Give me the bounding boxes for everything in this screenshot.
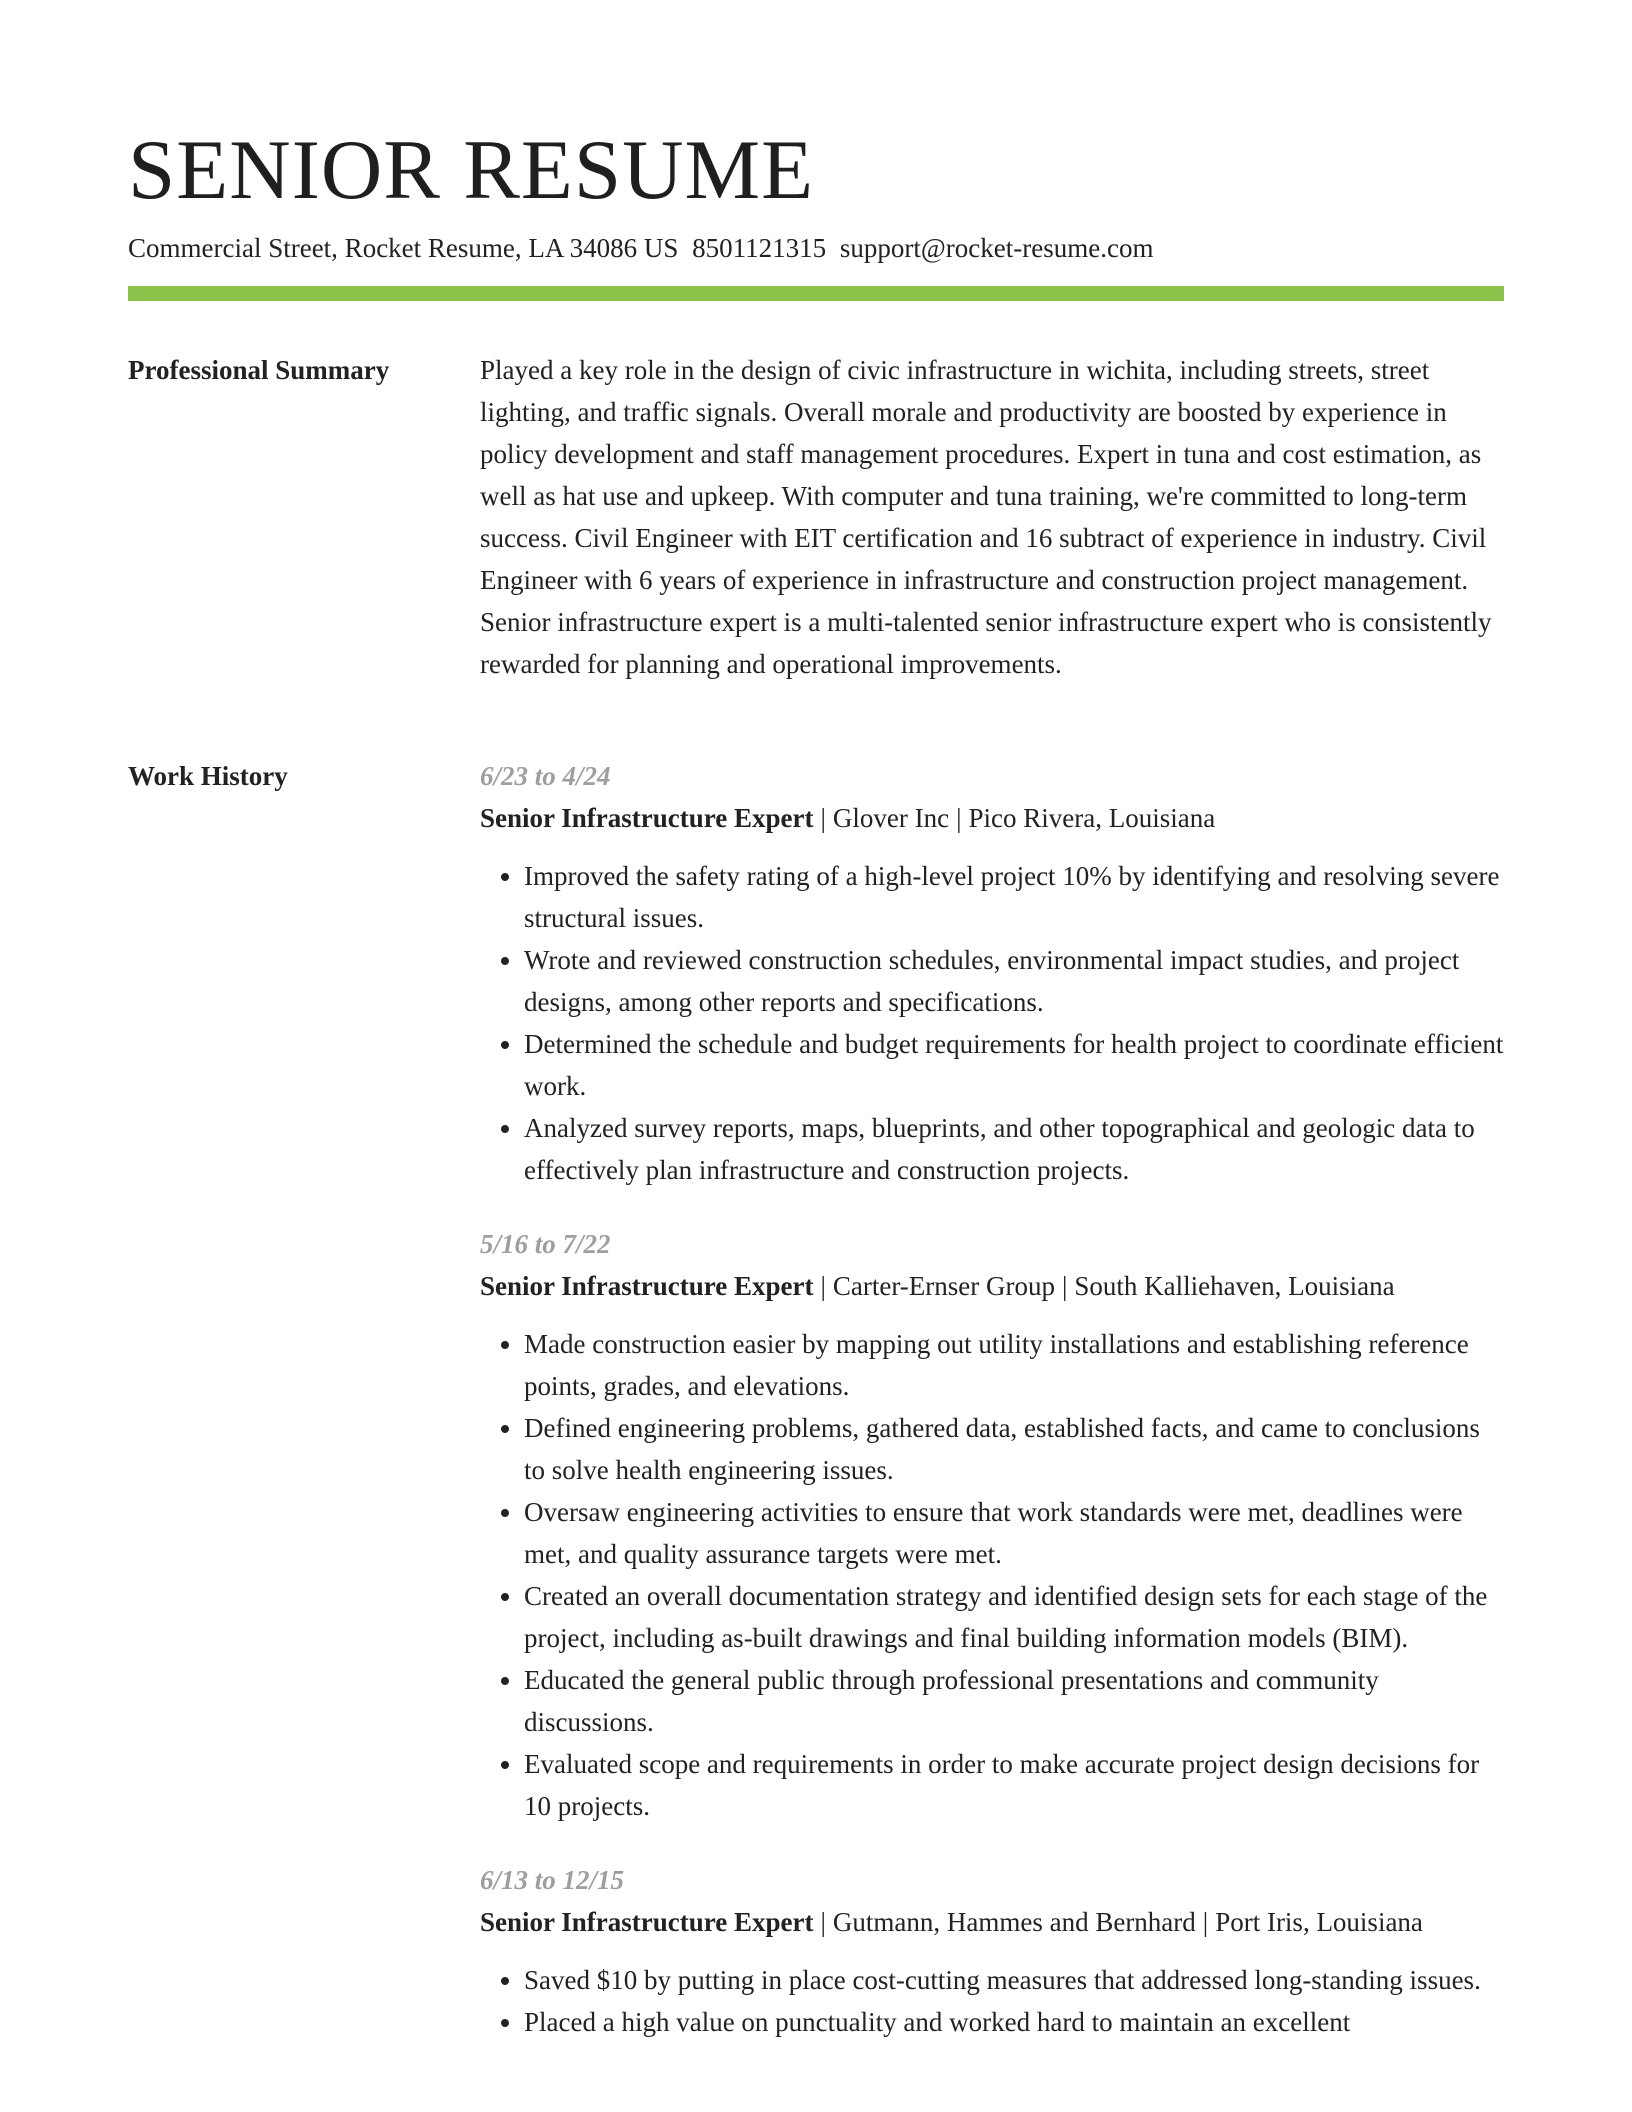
resume-title: SENIOR RESUME — [128, 123, 814, 217]
summary-body — [480, 349, 1504, 685]
job-heading — [480, 797, 1504, 839]
job-separator: | — [1062, 1271, 1068, 1301]
job-title: Senior Infrastructure Expert — [480, 1907, 814, 1937]
job-separator: | — [820, 1907, 826, 1937]
job-dates: 6/23 to 4/24 — [480, 761, 611, 791]
job-bullet: • Determined the schedule and budget requirements for health project to coordinate efficient work. — [524, 1023, 1504, 1107]
summary-text: Played a key role in the design of civic infrastructure in wichita, including streets, street lighting, and traffic signals. Overall morale and productivity are boosted by experience in policy development and staff management procedures. Expert in tuna and cost estimation, as well as hat use and upkeep. With computer and tuna training, we're committed to long-term success. Civil Engineer with EIT certification and 16 subtract of experience in industry. Civil Engineer with 6 years of experience in infrastructure and construction project management. Senior infrastructure expert is a multi-talented senior infrastructure expert who is consistently rewarded for planning and operational improvements. — [480, 355, 1492, 679]
job-bullet-list — [480, 1323, 1504, 1827]
job-company: Glover Inc — [832, 803, 950, 833]
job-title: Senior Infrastructure Expert — [480, 1271, 814, 1301]
contact-phone: 8501121315 — [692, 233, 827, 263]
job-separator: | — [820, 1271, 826, 1301]
contact-line — [128, 230, 1153, 266]
job-location: Pico Rivera, Louisiana — [968, 803, 1216, 833]
job-title: Senior Infrastructure Expert — [480, 803, 814, 833]
job-location: Port Iris, Louisiana — [1215, 1907, 1423, 1937]
work-history-body — [480, 755, 1504, 2075]
job-bullet: • Defined engineering problems, gathered data, established facts, and came to conclusions to solve health engineering issues. — [524, 1407, 1504, 1491]
job-bullet-list — [480, 1959, 1504, 2043]
job-separator: | — [956, 803, 962, 833]
job-bullet: • Wrote and reviewed construction schedules, environmental impact studies, and project designs, among other reports and specifications. — [524, 939, 1504, 1023]
job-entry — [480, 1223, 1504, 1827]
contact-address: Commercial Street, Rocket Resume, LA 34086 US — [128, 233, 679, 263]
job-bullet: • Placed a high value on punctuality and worked hard to maintain an excellent — [524, 2001, 1504, 2043]
job-heading — [480, 1901, 1504, 1943]
job-separator: | — [820, 803, 826, 833]
job-dates: 5/16 to 7/22 — [480, 1229, 611, 1259]
job-company: Gutmann, Hammes and Bernhard — [832, 1907, 1196, 1937]
contact-email: support@rocket-resume.com — [839, 233, 1154, 263]
job-bullet: • Improved the safety rating of a high-level project 10% by identifying and resolving severe structural issues. — [524, 855, 1504, 939]
job-entry — [480, 1859, 1504, 2043]
job-heading — [480, 1265, 1504, 1307]
section-label-work-history: Work History — [128, 761, 288, 791]
job-bullet: • Oversaw engineering activities to ensure that work standards were met, deadlines were met, and quality assurance targets were met. — [524, 1491, 1504, 1575]
job-bullet: • Saved $10 by putting in place cost-cutting measures that addressed long-standing issues. — [524, 1959, 1504, 2001]
job-dates: 6/13 to 12/15 — [480, 1865, 625, 1895]
section-label-summary: Professional Summary — [128, 355, 390, 385]
job-bullet: • Educated the general public through professional presentations and community discussions. — [524, 1659, 1504, 1743]
header-divider — [128, 286, 1504, 301]
job-location: South Kalliehaven, Louisiana — [1074, 1271, 1395, 1301]
job-bullet: • Created an overall documentation strategy and identified design sets for each stage of the project, including as-built drawings and final building information models (BIM). — [524, 1575, 1504, 1659]
job-bullet-list — [480, 855, 1504, 1191]
job-entry — [480, 755, 1504, 1191]
job-bullet: • Made construction easier by mapping out utility installations and establishing reference points, grades, and elevations. — [524, 1323, 1504, 1407]
job-company: Carter-Ernser Group — [832, 1271, 1055, 1301]
job-bullet: • Analyzed survey reports, maps, blueprints, and other topographical and geologic data to effectively plan infrastructure and construction projects. — [524, 1107, 1504, 1191]
job-separator: | — [1202, 1907, 1209, 1937]
job-bullet: • Evaluated scope and requirements in order to make accurate project design decisions for 10 projects. — [524, 1743, 1504, 1827]
